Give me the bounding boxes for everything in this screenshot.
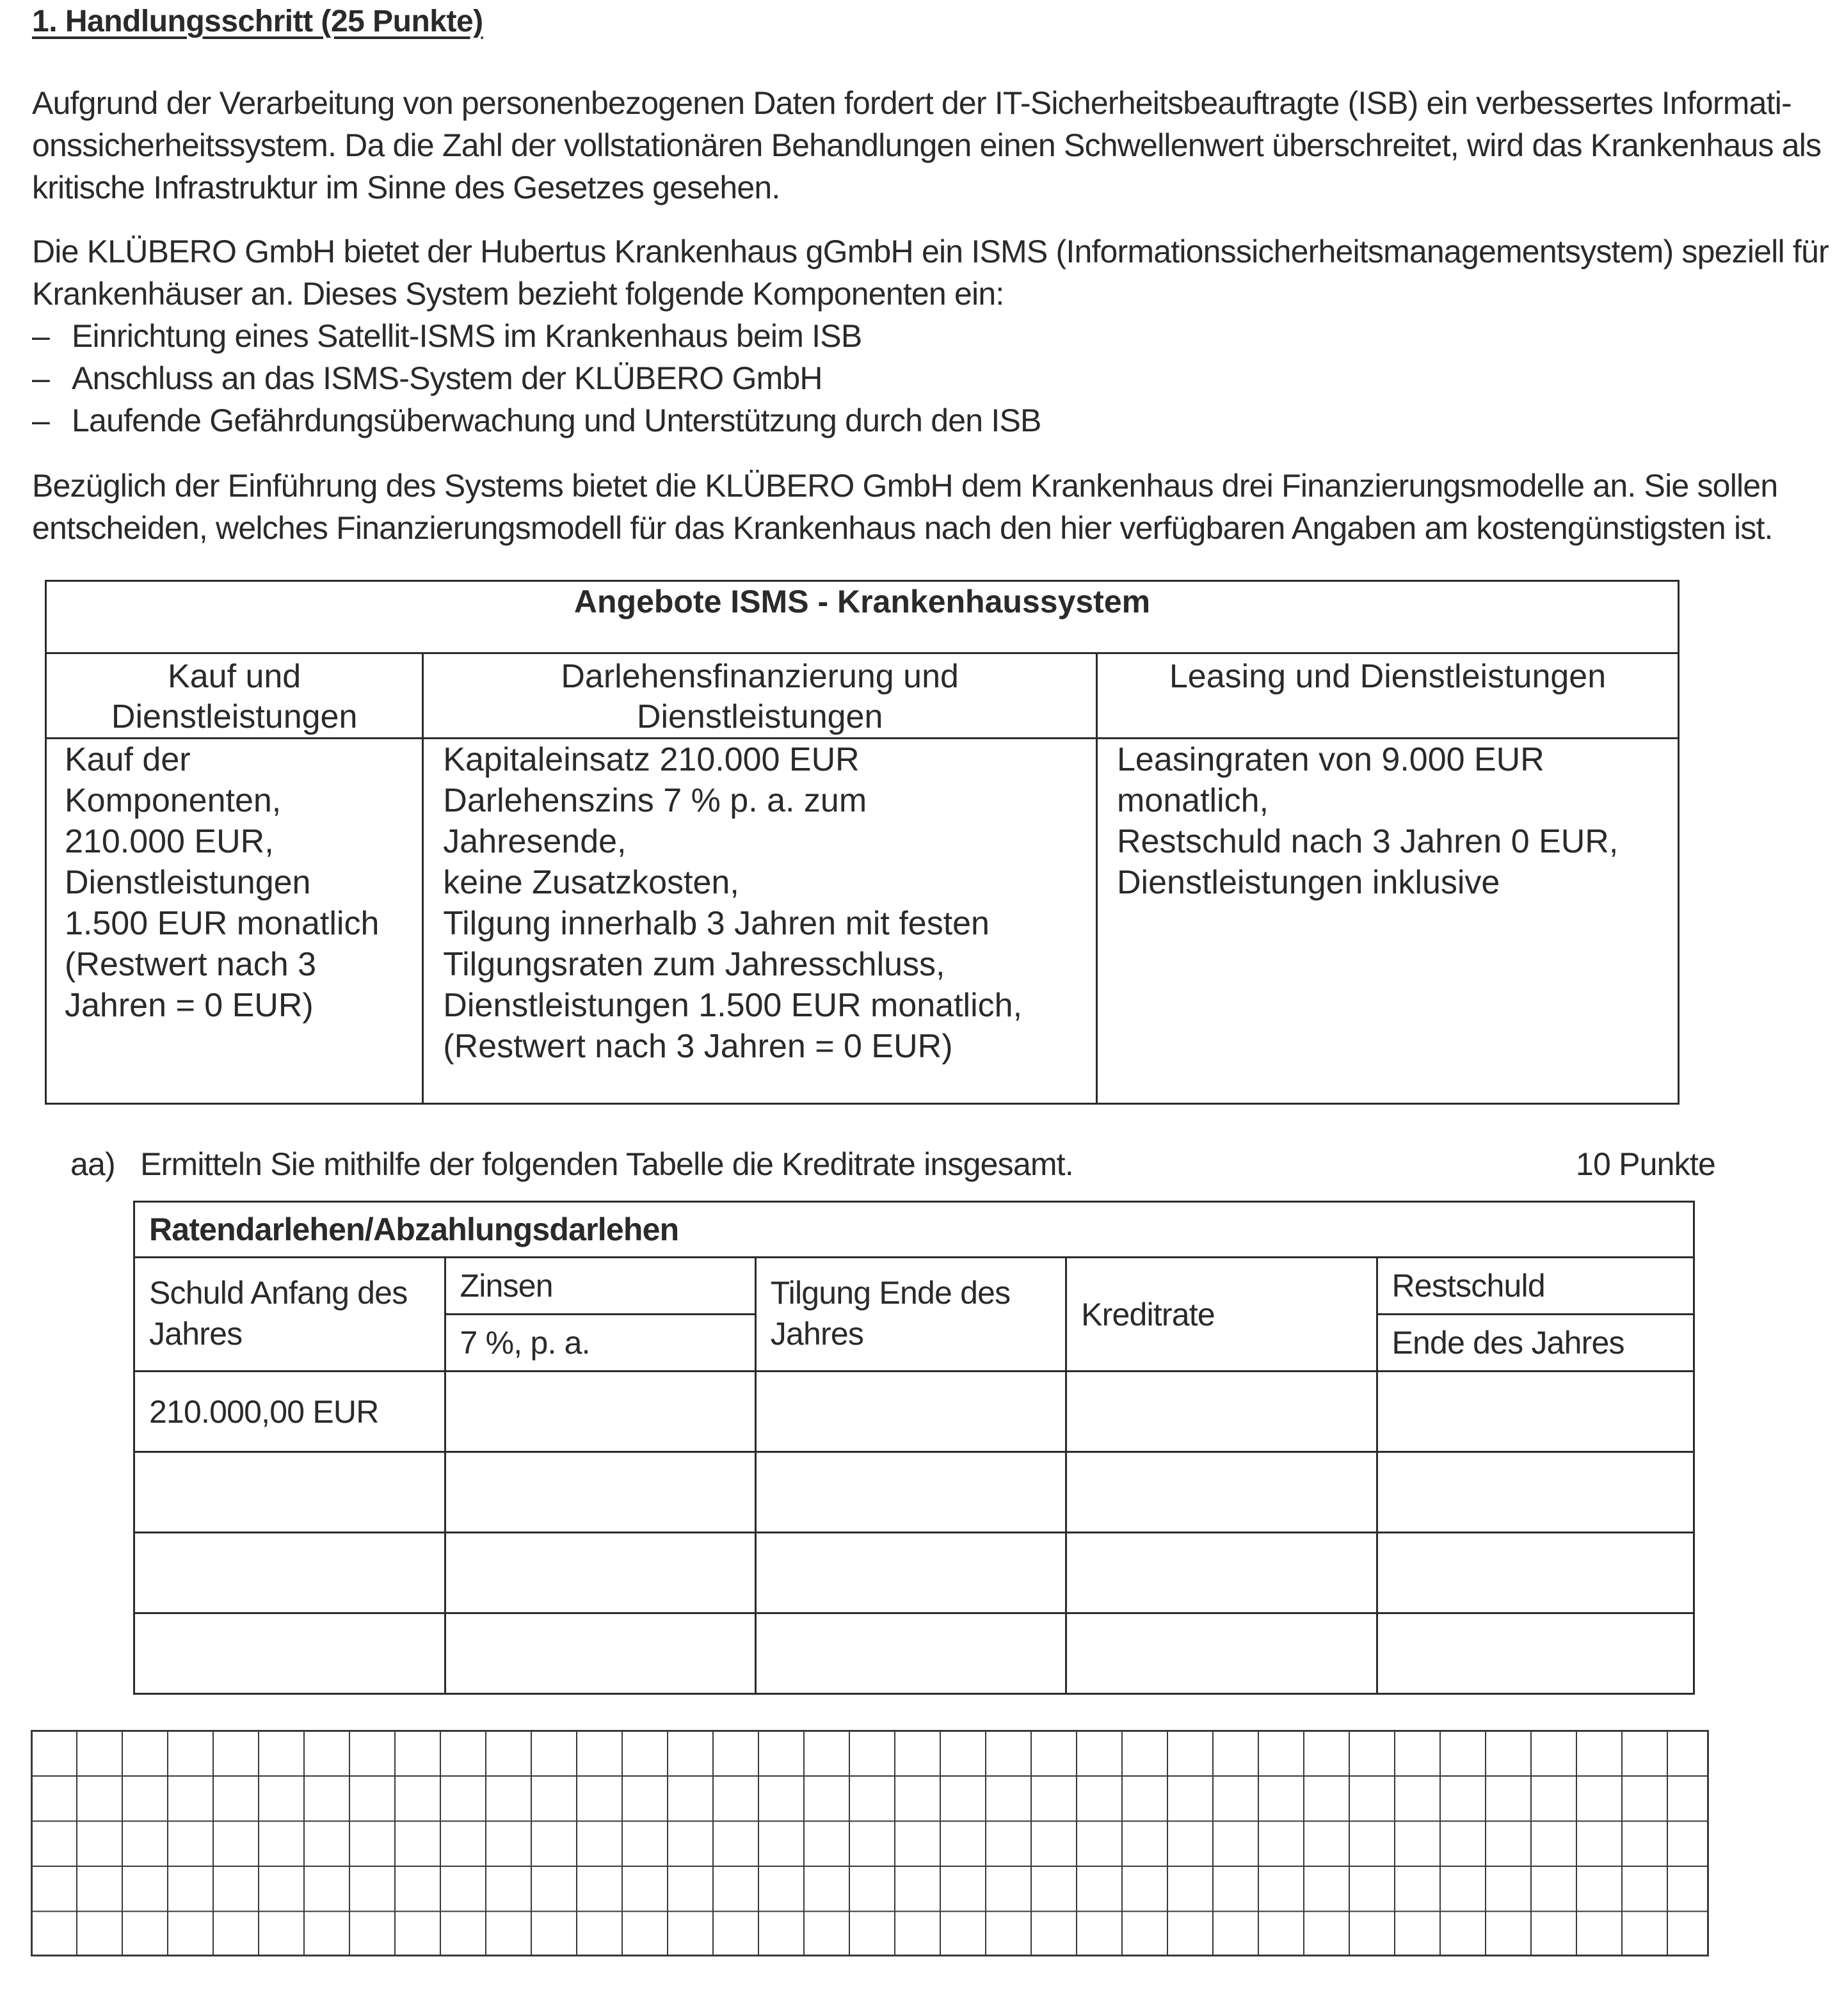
decision-paragraph	[32, 465, 1778, 549]
header-ende-des-jahres: Ende des Jahres	[1377, 1315, 1694, 1372]
component-list-item: – Laufende Gefährdungsüberwachung und Unterstützung durch den ISB	[32, 399, 1722, 442]
grid-answer-area[interactable]	[31, 1730, 1709, 1956]
loan-table	[133, 1201, 1695, 1695]
offer-header-kauf: Kauf und Dienstleistungen	[46, 653, 423, 739]
header-kreditrate: Kreditrate	[1066, 1258, 1377, 1372]
answer-cell-kreditrate[interactable]	[1066, 1452, 1377, 1533]
answer-cell-zinsen[interactable]	[445, 1533, 755, 1613]
header-zinsen: Zinsen	[445, 1258, 755, 1315]
intro-line: kritische Infrastruktur im Sinne des Gesetzes gesehen.	[32, 170, 780, 205]
cell-schuld: 210.000,00 EUR	[134, 1372, 445, 1452]
loan-table-title: Ratendarlehen/Abzahlungsdarlehen	[134, 1202, 1694, 1258]
component-list-item: – Anschluss an das ISMS-System der KLÜBERO GmbH	[32, 357, 1722, 399]
offer-body-leasing: Leasingraten von 9.000 EUR monatlich, Restschuld nach 3 Jahren 0 EUR, Dienstleistungen inklusive	[1097, 739, 1679, 1104]
decision-line: entscheiden, welches Finanzierungsmodell für das Krankenhaus nach den hier verfügbaren Angaben am kostengünstigsten ist.	[32, 510, 1773, 546]
answer-cell-restschuld[interactable]	[1377, 1613, 1694, 1694]
answer-cell-zinsen[interactable]	[445, 1372, 755, 1452]
answer-cell-schuld[interactable]	[134, 1613, 445, 1694]
table-row	[134, 1452, 1694, 1533]
answer-cell-schuld[interactable]	[134, 1533, 445, 1613]
table-row	[134, 1613, 1694, 1694]
answer-cell-kreditrate[interactable]	[1066, 1533, 1377, 1613]
page-heading: 1. Handlungsschritt (25 Punkte)	[32, 4, 483, 38]
dash-bullet: –	[32, 360, 50, 396]
offer-body-kauf: Kauf der Komponenten, 210.000 EUR, Dienstleistungen 1.500 EUR monatlich (Restwert nach 3 Jahren = 0 EUR)	[46, 739, 423, 1104]
intro-line: Aufgrund der Verarbeitung von personenbezogenen Daten fordert der IT-Sicherheitsbeauftragte (ISB) ein verbessertes Informati-	[32, 85, 1792, 121]
answer-cell-restschuld[interactable]	[1377, 1372, 1694, 1452]
offers-table-title: Angebote ISMS - Krankenhaussystem	[46, 581, 1679, 653]
answer-cell-tilgung[interactable]	[755, 1452, 1066, 1533]
offer-paragraph	[32, 230, 1829, 442]
task-aa	[70, 1146, 1715, 1183]
intro-paragraph	[32, 82, 1822, 209]
table-row	[134, 1533, 1694, 1613]
answer-cell-restschuld[interactable]	[1377, 1452, 1694, 1533]
answer-cell-zinsen[interactable]	[445, 1452, 755, 1533]
offer-line: Die KLÜBERO GmbH bietet der Hubertus Krankenhaus gGmbH ein ISMS (Informationssicherheitsmanagementsystem) speziell für	[32, 234, 1829, 269]
answer-cell-restschuld[interactable]	[1377, 1533, 1694, 1613]
offer-header-leasing: Leasing und Dienstleistungen	[1097, 653, 1679, 739]
intro-line: onssicherheitssystem. Da die Zahl der vollstationären Behandlungen einen Schwellenwert überschreitet, wird das Krankenhaus als	[32, 127, 1822, 163]
answer-cell-tilgung[interactable]	[755, 1533, 1066, 1613]
task-text: Ermitteln Sie mithilfe der folgenden Tabelle die Kreditrate insgesamt.	[140, 1146, 1073, 1182]
task-label: aa)	[70, 1146, 115, 1182]
answer-cell-zinsen[interactable]	[445, 1613, 755, 1694]
offer-line: Krankenhäuser an. Dieses System bezieht folgende Komponenten ein:	[32, 276, 1004, 312]
answer-cell-schuld[interactable]	[134, 1452, 445, 1533]
dash-bullet: –	[32, 403, 50, 438]
answer-cell-tilgung[interactable]	[755, 1613, 1066, 1694]
header-schuld-anfang: Schuld Anfang des Jahres	[134, 1258, 445, 1372]
decision-line: Bezüglich der Einführung des Systems bietet die KLÜBERO GmbH dem Krankenhaus drei Finanzierungsmodelle an. Sie sollen	[32, 468, 1778, 504]
answer-cell-tilgung[interactable]	[755, 1372, 1066, 1452]
task-points: 10 Punkte	[1576, 1146, 1715, 1182]
table-row	[134, 1372, 1694, 1452]
answer-cell-kreditrate[interactable]	[1066, 1372, 1377, 1452]
header-zinssatz: 7 %, p. a.	[445, 1315, 755, 1372]
offer-header-darlehen: Darlehensfinanzierung und Dienstleistungen	[423, 653, 1097, 739]
answer-cell-kreditrate[interactable]	[1066, 1613, 1377, 1694]
offer-body-darlehen: Kapitaleinsatz 210.000 EUR Darlehenszins 7 % p. a. zum Jahresende, keine Zusatzkosten, Tilgung innerhalb 3 Jahren mit festen Tilgungsraten zum Jahresschluss, Dienstleistungen 1.500 EUR monatlich, (Restwert nach 3 Jahren = 0 EUR)	[423, 739, 1097, 1104]
component-list-item: – Einrichtung eines Satellit-ISMS im Krankenhaus beim ISB	[32, 315, 1722, 357]
offers-table	[45, 580, 1680, 1105]
header-tilgung: Tilgung Ende des Jahres	[755, 1258, 1066, 1372]
header-restschuld: Restschuld	[1377, 1258, 1694, 1315]
dash-bullet: –	[32, 318, 50, 354]
